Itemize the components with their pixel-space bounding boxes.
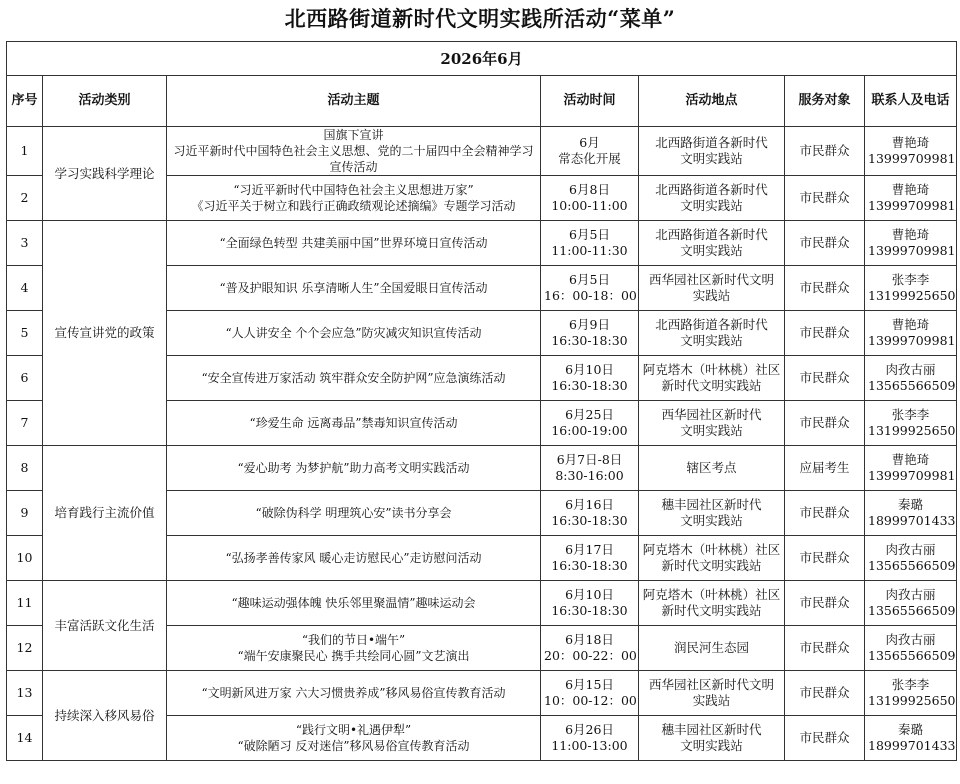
-line: 北西路街道各新时代 [655, 317, 768, 332]
-line: 北西路街道各新时代 [655, 182, 768, 197]
header-time: 活动时间 [541, 76, 639, 127]
-line: “破除伪科学 明理筑心安”读书分享会 [255, 506, 452, 520]
-line: 北西路街道各新时代 [655, 227, 768, 242]
header-row [7, 76, 957, 127]
theme-cell [167, 127, 541, 176]
row-number: 10 [7, 536, 43, 581]
table-row [7, 581, 957, 626]
header-contact: 联系人及电话 [865, 76, 957, 127]
-line: 18999701433 [868, 738, 956, 753]
place-cell [639, 536, 785, 581]
theme-cell [167, 446, 541, 491]
-line: 张李李 [891, 677, 930, 692]
-line: 曹艳琦 [891, 227, 930, 242]
-line: 6月8日 [569, 182, 610, 197]
-line: “端午安康聚民心 携手共绘同心圆”文艺演出 [237, 649, 470, 663]
place-cell [639, 716, 785, 761]
-line: 16:00-19:00 [551, 423, 628, 438]
-line: 6月5日 [569, 227, 610, 242]
-line: 曹艳琦 [891, 452, 930, 467]
-line: 13199925650 [868, 423, 956, 438]
-line: 6月25日 [565, 407, 614, 422]
-line: 阿克塔木（叶林桃）社区 [642, 542, 781, 557]
-line: 6月5日 [569, 272, 610, 287]
page-title: 北西路街道新时代文明实践所活动“菜单” [284, 6, 676, 31]
-line: “全面绿色转型 共建美丽中国”世界环境日宣传活动 [219, 236, 488, 250]
place-cell [639, 446, 785, 491]
-line: 西华园社区新时代文明 [648, 677, 774, 692]
-line: 实践站 [692, 693, 731, 708]
-line: 6月7日-8日 [556, 452, 623, 467]
-line: 16:30-18:30 [551, 513, 628, 528]
category-cell: 持续深入移风易俗 [43, 671, 167, 761]
table-row [7, 671, 957, 716]
-line: 6月18日 [565, 632, 614, 647]
time-cell [541, 536, 639, 581]
-line: 16:30-18:30 [551, 378, 628, 393]
category-cell: 宣传宣讲党的政策 [43, 221, 167, 446]
-line: 18999701433 [868, 513, 956, 528]
target-cell: 市民群众 [785, 356, 865, 401]
-line: 西华园社区新时代 [661, 407, 762, 422]
-line: 肉孜古丽 [885, 542, 936, 557]
contact-cell [865, 536, 957, 581]
-line: 13999709981 [868, 151, 956, 166]
-line: “弘扬孝善传家风 暖心走访慰民心”走访慰问活动 [225, 551, 482, 565]
-line: 北西路街道各新时代 [655, 135, 768, 150]
place-cell [639, 491, 785, 536]
-line: 肉孜古丽 [885, 362, 936, 377]
-line: 6月9日 [569, 317, 610, 332]
-line: “践行文明•礼遇伊犁” [295, 723, 412, 737]
theme-cell [167, 581, 541, 626]
-line: 6月16日 [565, 497, 614, 512]
place-cell [639, 626, 785, 671]
-line: 13999709981 [868, 243, 956, 258]
header-no: 序号 [7, 76, 43, 127]
-line: 穗丰园社区新时代 [661, 722, 762, 737]
-line: 穗丰园社区新时代 [661, 497, 762, 512]
table-row [7, 221, 957, 266]
-line: 16:30-18:30 [551, 558, 628, 573]
header-category: 活动类别 [43, 76, 167, 127]
time-cell [541, 356, 639, 401]
-line: 6月17日 [565, 542, 614, 557]
-line: 文明实践站 [680, 423, 743, 438]
-line: 11:00-13:00 [551, 738, 628, 753]
-line: 秦璐 [898, 722, 924, 737]
table-row [7, 127, 957, 176]
contact-cell [865, 221, 957, 266]
-line: 辖区考点 [686, 460, 737, 475]
contact-cell [865, 581, 957, 626]
target-cell: 市民群众 [785, 491, 865, 536]
contact-cell [865, 626, 957, 671]
-line: 润民河生态园 [673, 640, 749, 655]
-line: 20：00-22：00 [544, 648, 637, 663]
-line: 实践站 [692, 288, 731, 303]
contact-cell [865, 446, 957, 491]
-line: 新时代文明实践站 [661, 603, 762, 618]
-line: 6月10日 [565, 587, 614, 602]
target-cell: 市民群众 [785, 401, 865, 446]
time-cell [541, 401, 639, 446]
-line: 13565566509 [868, 558, 956, 573]
row-number: 11 [7, 581, 43, 626]
-line: 秦璐 [898, 497, 924, 512]
theme-cell [167, 266, 541, 311]
target-cell: 应届考生 [785, 446, 865, 491]
header-theme: 活动主题 [167, 76, 541, 127]
-line: 文明实践站 [680, 198, 743, 213]
-line: “趣味运动强体魄 快乐邻里聚温情”趣味运动会 [231, 596, 476, 610]
-line: 国旗下宣讲 [323, 128, 384, 142]
-line: 13999709981 [868, 198, 956, 213]
contact-cell [865, 311, 957, 356]
-line: 西华园社区新时代文明 [648, 272, 774, 287]
place-cell [639, 311, 785, 356]
time-cell [541, 716, 639, 761]
category-cell: 学习实践科学理论 [43, 127, 167, 221]
target-cell: 市民群众 [785, 716, 865, 761]
row-number: 8 [7, 446, 43, 491]
activity-menu-table [6, 41, 957, 761]
contact-cell [865, 356, 957, 401]
-line: 6月15日 [565, 677, 614, 692]
time-cell [541, 626, 639, 671]
header-target: 服务对象 [785, 76, 865, 127]
time-cell [541, 266, 639, 311]
time-cell [541, 581, 639, 626]
row-number: 12 [7, 626, 43, 671]
row-number: 4 [7, 266, 43, 311]
theme-cell [167, 491, 541, 536]
-line: “习近平新时代中国特色社会主义思想进万家” [233, 183, 474, 197]
-line: 阿克塔木（叶林桃）社区 [642, 362, 781, 377]
-line: 16：00-18：00 [544, 288, 637, 303]
-line: 8:30-16:00 [555, 468, 624, 483]
contact-cell [865, 127, 957, 176]
theme-cell [167, 626, 541, 671]
-line: “珍爱生命 远离毒品”禁毒知识宣传活动 [249, 416, 458, 430]
row-number: 6 [7, 356, 43, 401]
-line: 13999709981 [868, 468, 956, 483]
-line: 文明实践站 [680, 738, 743, 753]
-line: 阿克塔木（叶林桃）社区 [642, 587, 781, 602]
-line: 张李李 [891, 407, 930, 422]
-line: 新时代文明实践站 [661, 558, 762, 573]
category-cell: 丰富活跃文化生活 [43, 581, 167, 671]
contact-cell [865, 266, 957, 311]
category-cell: 培育践行主流价值 [43, 446, 167, 581]
target-cell: 市民群众 [785, 311, 865, 356]
target-cell: 市民群众 [785, 176, 865, 221]
place-cell [639, 671, 785, 716]
-line: 10:00-11:00 [551, 198, 628, 213]
contact-cell [865, 491, 957, 536]
time-cell [541, 671, 639, 716]
-line: 13565566509 [868, 648, 956, 663]
-line: 6月26日 [565, 722, 614, 737]
-line: 宣传活动 [329, 160, 378, 174]
target-cell: 市民群众 [785, 581, 865, 626]
target-cell: 市民群众 [785, 221, 865, 266]
theme-cell [167, 671, 541, 716]
-line: 文明实践站 [680, 513, 743, 528]
theme-cell [167, 356, 541, 401]
theme-cell [167, 716, 541, 761]
target-cell: 市民群众 [785, 536, 865, 581]
-line: 曹艳琦 [891, 182, 930, 197]
theme-cell [167, 221, 541, 266]
-line: 16:30-18:30 [551, 603, 628, 618]
month-heading: 2026年6月 [7, 42, 957, 76]
-line: “普及护眼知识 乐享清晰人生”全国爱眼日宣传活动 [219, 281, 488, 295]
-line: 肉孜古丽 [885, 587, 936, 602]
time-cell [541, 446, 639, 491]
row-number: 2 [7, 176, 43, 221]
-line: 13199925650 [868, 693, 956, 708]
target-cell: 市民群众 [785, 266, 865, 311]
row-number: 14 [7, 716, 43, 761]
target-cell: 市民群众 [785, 127, 865, 176]
target-cell: 市民群众 [785, 671, 865, 716]
time-cell [541, 176, 639, 221]
-line: “人人讲安全 个个会应急”防灾减灾知识宣传活动 [225, 326, 482, 340]
-line: 13199925650 [868, 288, 956, 303]
-line: 16:30-18:30 [551, 333, 628, 348]
row-number: 3 [7, 221, 43, 266]
-line: 曹艳琦 [891, 317, 930, 332]
-line: “文明新风进万家 六大习惯贵养成”移风易俗宣传教育活动 [201, 686, 506, 700]
place-cell [639, 581, 785, 626]
-line: 曹艳琦 [891, 135, 930, 150]
-line: “破除陋习 反对迷信”移风易俗宣传教育活动 [237, 739, 470, 753]
row-number: 1 [7, 127, 43, 176]
-line: “爱心助考 为梦护航”助力高考文明实践活动 [237, 461, 470, 475]
time-cell [541, 221, 639, 266]
row-number: 13 [7, 671, 43, 716]
time-cell [541, 491, 639, 536]
-line: 11:00-11:30 [551, 243, 628, 258]
place-cell [639, 176, 785, 221]
-line: “我们的节日•端午” [301, 633, 406, 647]
row-number: 7 [7, 401, 43, 446]
-line: 习近平新时代中国特色社会主义思想、党的二十届四中全会精神学习 [173, 144, 534, 158]
-line: 13565566509 [868, 603, 956, 618]
-line: 10：00-12：00 [544, 693, 637, 708]
contact-cell [865, 401, 957, 446]
theme-cell [167, 176, 541, 221]
-line: 文明实践站 [680, 151, 743, 166]
row-number: 9 [7, 491, 43, 536]
contact-cell [865, 671, 957, 716]
-line: 6月10日 [565, 362, 614, 377]
place-cell [639, 401, 785, 446]
place-cell [639, 127, 785, 176]
contact-cell [865, 716, 957, 761]
place-cell [639, 221, 785, 266]
place-cell [639, 356, 785, 401]
table-row [7, 446, 957, 491]
-line: 新时代文明实践站 [661, 378, 762, 393]
-line: 《习近平关于树立和践行正确政绩观论述摘编》专题学习活动 [191, 199, 516, 213]
-line: “安全宣传进万家活动 筑牢群众安全防护网”应急演练活动 [201, 371, 506, 385]
theme-cell [167, 311, 541, 356]
-line: 文明实践站 [680, 243, 743, 258]
target-cell: 市民群众 [785, 626, 865, 671]
-line: 6月 [579, 135, 600, 150]
-line: 13999709981 [868, 333, 956, 348]
row-number: 5 [7, 311, 43, 356]
time-cell [541, 127, 639, 176]
header-place: 活动地点 [639, 76, 785, 127]
-line: 肉孜古丽 [885, 632, 936, 647]
theme-cell [167, 401, 541, 446]
time-cell [541, 311, 639, 356]
-line: 13565566509 [868, 378, 956, 393]
theme-cell [167, 536, 541, 581]
place-cell [639, 266, 785, 311]
-line: 张李李 [891, 272, 930, 287]
-line: 文明实践站 [680, 333, 743, 348]
-line: 常态化开展 [558, 151, 621, 166]
contact-cell [865, 176, 957, 221]
